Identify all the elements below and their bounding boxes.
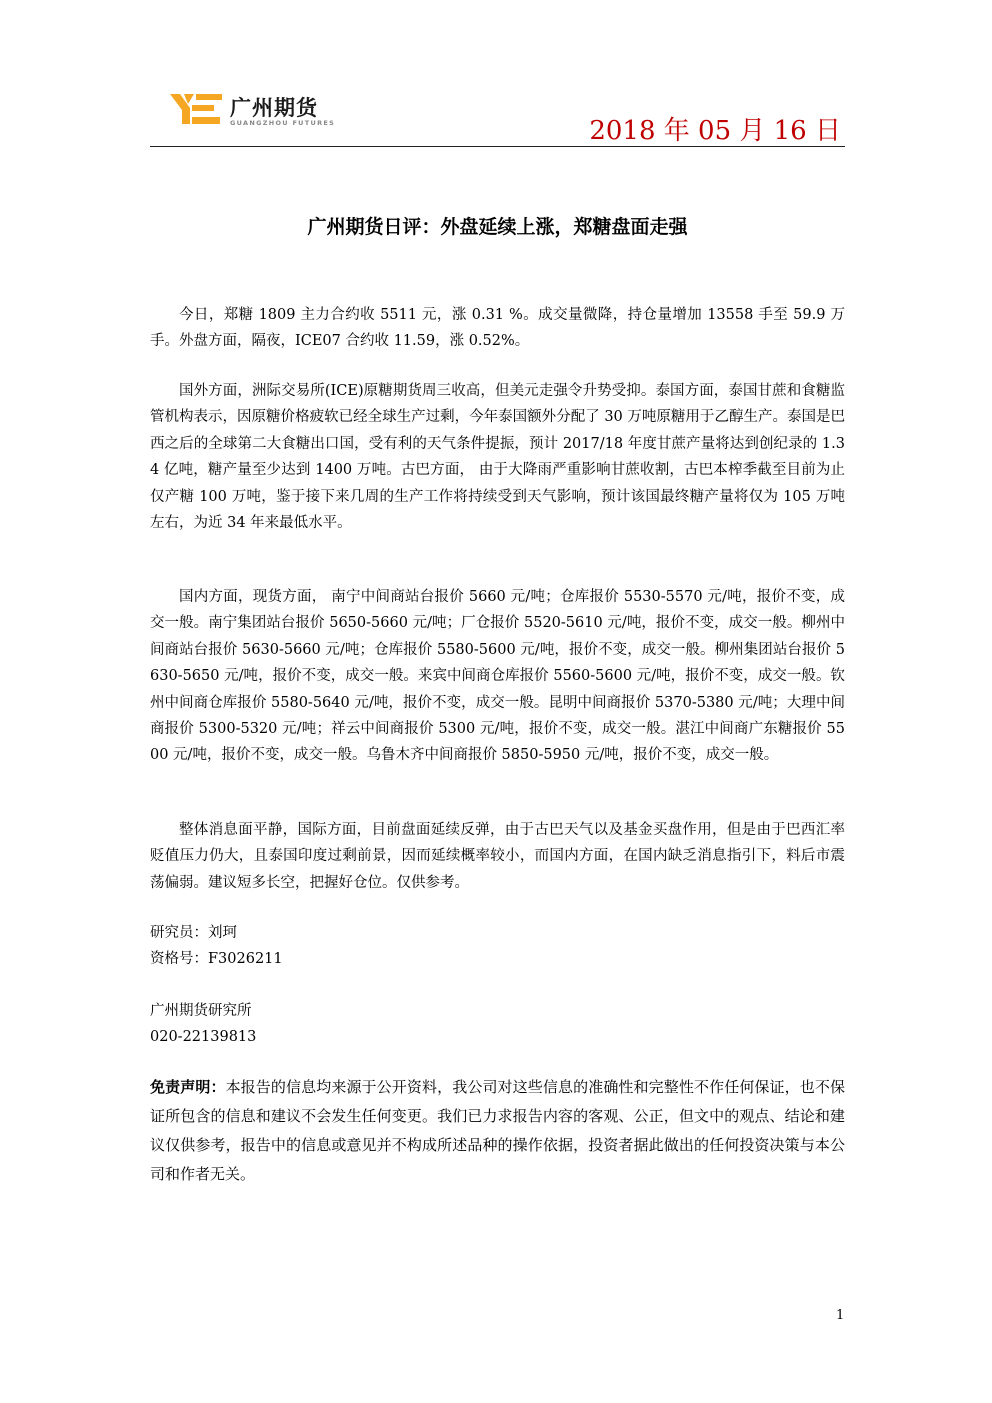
institute-name: 广州期货研究所 <box>150 1003 252 1019</box>
disclaimer-label: 免责声明： <box>150 1078 226 1096</box>
disclaimer <box>150 1073 845 1189</box>
paragraph-market-summary: 今日，郑糖 1809 主力合约收 5511 元，涨 0.31 %。成交量微降，持仓量增加 13558 手至 59.9 万手。外盘方面，隔夜，ICE07 合约收 11.59，涨 0.52%。 <box>150 307 845 350</box>
paragraph-international: 国外方面，洲际交易所(ICE)原糖期货周三收高，但美元走强令升势受抑。泰国方面，泰国甘蔗和食糖监管机构表示，因原糖价格疲软已经全球生产过剩，今年泰国额外分配了 30 万吨原糖用于乙醇生产。泰国是巴西之后的全球第二大食糖出口国，受有利的天气条件提振，预计 2017/18 年度甘蔗产量将达到创纪录的 1.34 亿吨，糖产量至少达到 1400 万吨。古巴方面， 由于大降雨严重影响甘蔗收割，古巴本榨季截至目前为止仅产糖 100 万吨，鉴于接下来几周的生产工作将持续受到天气影响，预计该国最终糖产量将仅为 105 万吨左右，为近 34 年来最低水平。 <box>150 383 845 532</box>
guangzhou-futures-logo-icon <box>168 88 224 128</box>
qualification-number: 资格号：F3026211 <box>150 951 283 967</box>
disclaimer-text: 本报告的信息均来源于公开资料，我公司对这些信息的准确性和完整性不作任何保证，也不保证所包含的信息和建议不会发生任何变更。我们已力求报告内容的客观、公正，但文中的观点、结论和建议仅供参考，报告中的信息或意见并不构成所述品种的操作依据，投资者据此做出的任何投资决策与本公司和作者无关。 <box>150 1078 845 1183</box>
phone-number: 020-22139813 <box>150 1029 257 1045</box>
researcher-name: 研究员：刘珂 <box>150 925 237 941</box>
logo-english-text: GUANGZHOU FUTURES <box>230 119 336 127</box>
paragraph-domestic-spot: 国内方面，现货方面， 南宁中间商站台报价 5660 元/吨；仓库报价 5530-5570 元/吨，报价不变，成交一般。南宁集团站台报价 5650-5660 元/吨；厂仓报价 5520-5610 元/吨，报价不变，成交一般。柳州中间商站台报价 5630-5660 元/吨；仓库报价 5580-5600 元/吨，报价不变，成交一般。柳州集团站台报价 5630-5650 元/吨，报价不变，成交一般。来宾中间商仓库报价 5560-5600 元/吨，报价不变，成交一般。钦州中间商仓库报价 5580-5640 元/吨，报价不变，成交一般。昆明中间商报价 5370-5380 元/吨；大理中间商报价 5300-5320 元/吨；祥云中间商报价 5300 元/吨，报价不变，成交一般。湛江中间商广东糖报价 5500 元/吨，报价不变，成交一般。乌鲁木齐中间商报价 5850-5950 元/吨，报价不变，成交一般。 <box>150 589 845 764</box>
paragraph-outlook: 整体消息面平静，国际方面，目前盘面延续反弹，由于古巴天气以及基金买盘作用，但是由于巴西汇率贬值压力仍大，且泰国印度过剩前景，因而延续概率较小，而国内方面，在国内缺乏消息指引下，料后市震荡偏弱。建议短多长空，把握好仓位。仅供参考。 <box>150 822 845 891</box>
page-header <box>150 86 845 148</box>
logo-chinese-text: 广州期货 <box>230 96 318 120</box>
page-number: 1 <box>836 1308 845 1323</box>
report-date: 2018 年 05 月 16 日 <box>589 116 841 146</box>
report-title: 广州期货日评：外盘延续上涨，郑糖盘面走强 <box>307 216 688 238</box>
header-divider <box>150 146 845 147</box>
company-logo <box>168 88 358 132</box>
